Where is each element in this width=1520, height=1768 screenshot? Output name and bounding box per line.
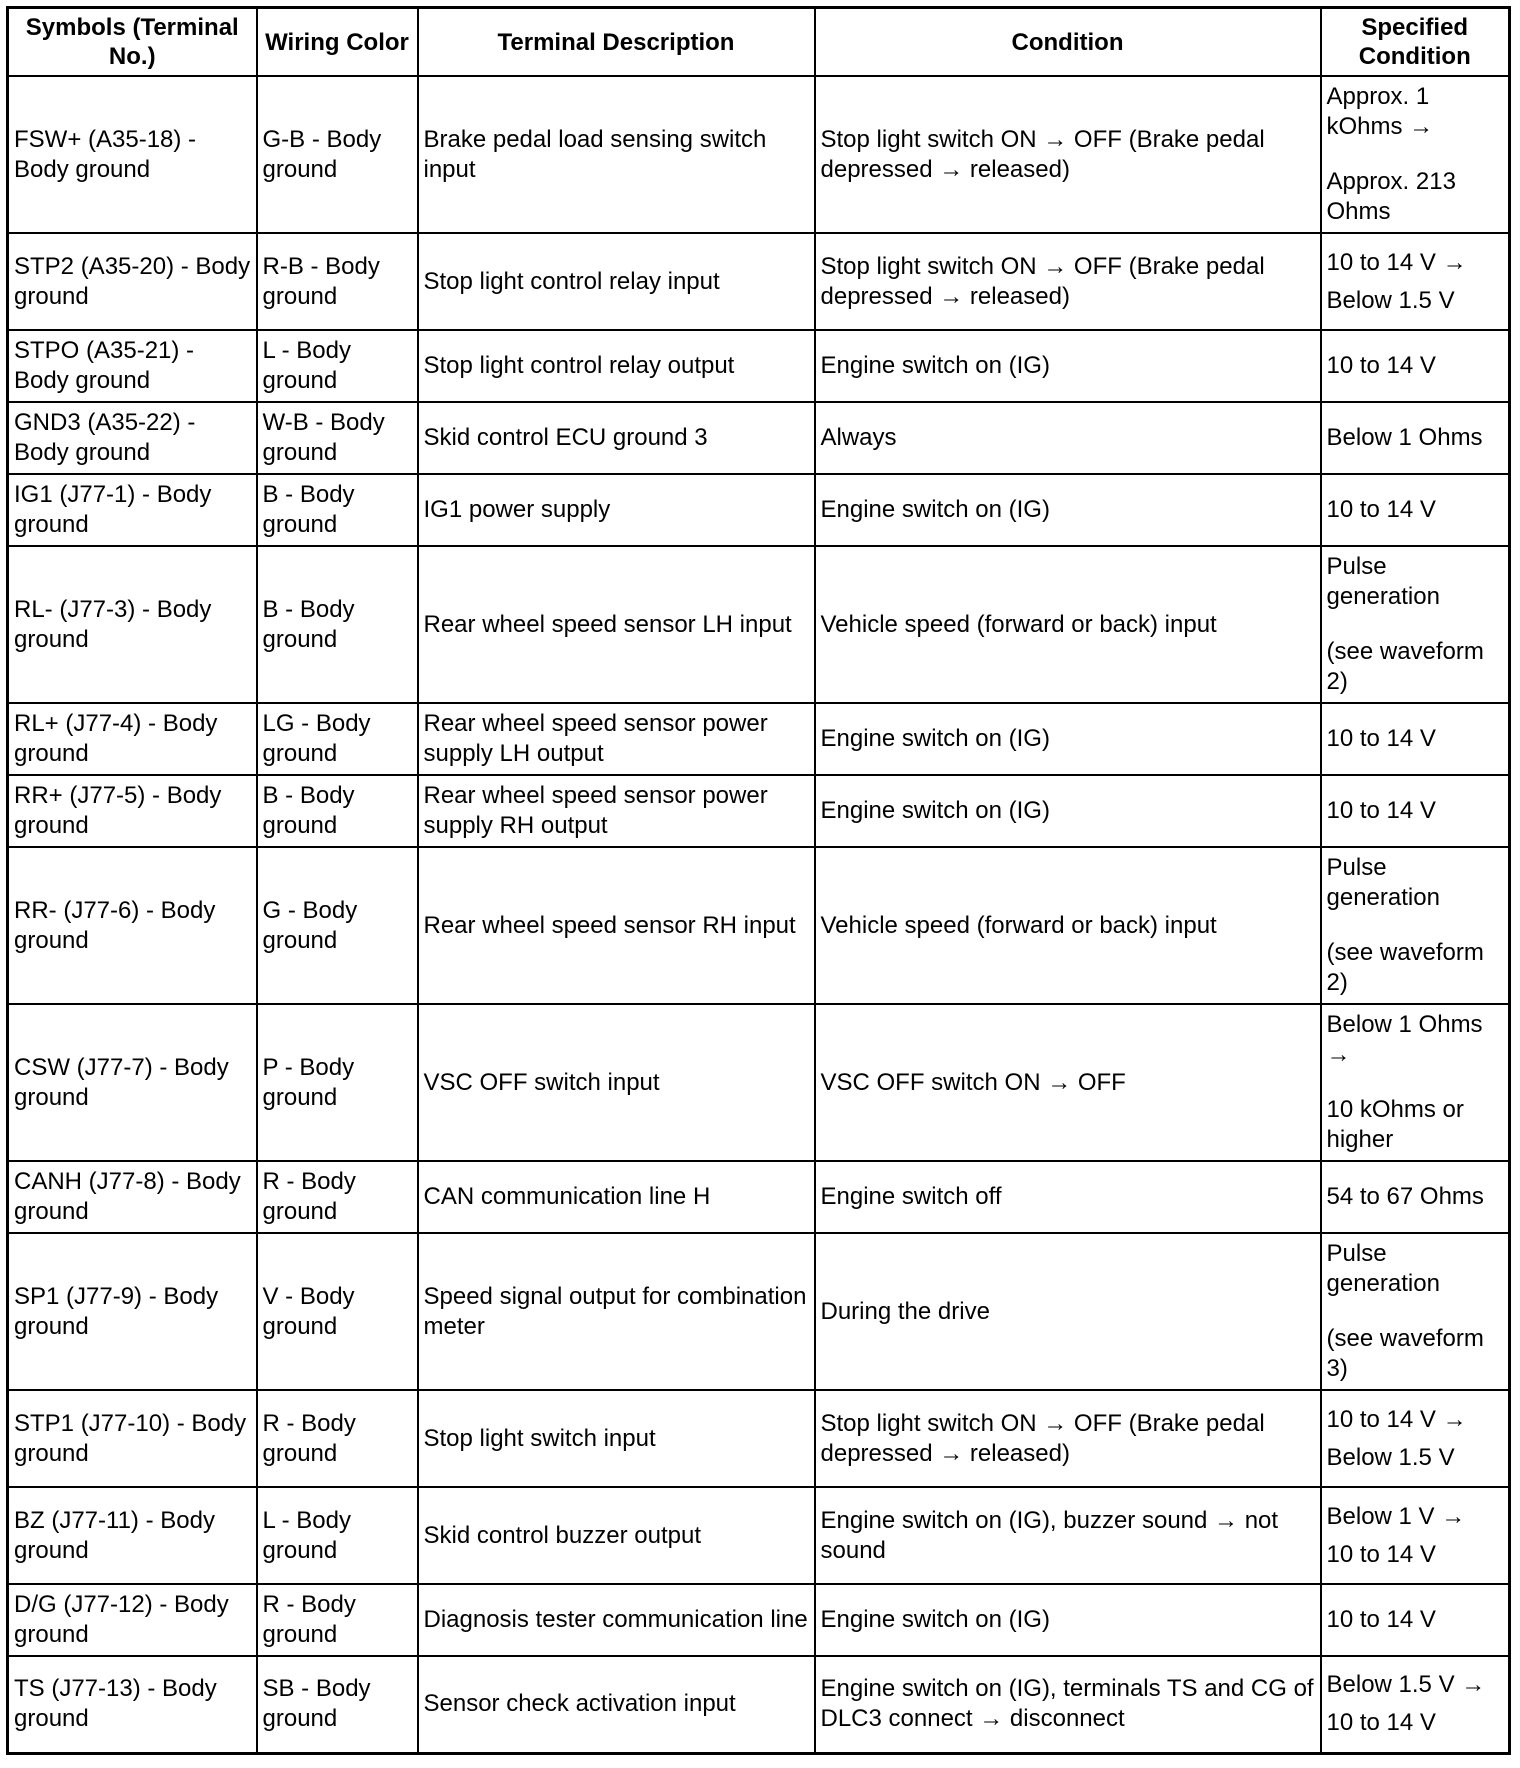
spec-value-secondary: Below 1.5 V [1326, 1443, 1455, 1471]
cell-wiring: R - Body ground [257, 1390, 418, 1487]
terminal-spec-table [6, 6, 1511, 1755]
cell-wiring: R - Body ground [257, 1161, 418, 1233]
cell-symbol: CSW (J77-7) - Body ground [8, 1004, 257, 1161]
table-row [8, 847, 1510, 1004]
table-row [8, 233, 1510, 330]
cell-wiring: L - Body ground [257, 330, 418, 402]
table-header-row [8, 8, 1510, 77]
cell-symbol: RL- (J77-3) - Body ground [8, 546, 257, 703]
cell-symbol: STP2 (A35-20) - Body ground [8, 233, 257, 330]
cell-wiring: V - Body ground [257, 1233, 418, 1390]
cell-wiring: L - Body ground [257, 1487, 418, 1584]
cell-condition: Engine switch off [815, 1161, 1321, 1233]
header-specified-condition: Specified Condition [1321, 8, 1510, 77]
cell-description: Skid control buzzer output [418, 1487, 815, 1584]
cell-symbol: BZ (J77-11) - Body ground [8, 1487, 257, 1584]
spec-value-primary: Below 1.5 V → [1326, 1671, 1486, 1699]
cell-specified [1321, 76, 1510, 233]
cell-specified [1321, 1004, 1510, 1161]
table-row [8, 1161, 1510, 1233]
cell-specified: 54 to 67 Ohms [1321, 1161, 1510, 1233]
cell-condition: Engine switch on (IG) [815, 703, 1321, 775]
spec-value-primary: Pulse generation [1326, 553, 1440, 610]
cell-condition: Engine switch on (IG) [815, 474, 1321, 546]
table-row [8, 703, 1510, 775]
cell-description: Rear wheel speed sensor RH input [418, 847, 815, 1004]
header-symbols: Symbols (Terminal No.) [8, 8, 257, 77]
table-row [8, 474, 1510, 546]
cell-wiring: B - Body ground [257, 546, 418, 703]
header-terminal-description: Terminal Description [418, 8, 815, 77]
cell-wiring: P - Body ground [257, 1004, 418, 1161]
spec-value-secondary: (see waveform 2) [1326, 939, 1484, 996]
cell-condition: Engine switch on (IG), buzzer sound → not sound [815, 1487, 1321, 1584]
table-row [8, 330, 1510, 402]
cell-description: Speed signal output for combination meter [418, 1233, 815, 1390]
cell-condition: During the drive [815, 1233, 1321, 1390]
cell-description: Skid control ECU ground 3 [418, 402, 815, 474]
cell-specified: 10 to 14 V [1321, 330, 1510, 402]
header-wiring-color: Wiring Color [257, 8, 418, 77]
cell-condition: Vehicle speed (forward or back) input [815, 546, 1321, 703]
cell-description: Rear wheel speed sensor power supply RH output [418, 775, 815, 847]
cell-specified [1321, 1487, 1510, 1584]
cell-wiring: W-B - Body ground [257, 402, 418, 474]
spec-value-primary: Below 1 Ohms → [1326, 1011, 1483, 1068]
spec-value-secondary: 10 to 14 V [1326, 1540, 1436, 1568]
cell-symbol: STP1 (J77-10) - Body ground [8, 1390, 257, 1487]
table-row [8, 546, 1510, 703]
cell-condition: VSC OFF switch ON → OFF [815, 1004, 1321, 1161]
cell-condition: Stop light switch ON → OFF (Brake pedal depressed → released) [815, 76, 1321, 233]
cell-condition: Always [815, 402, 1321, 474]
table-row [8, 1004, 1510, 1161]
cell-symbol: FSW+ (A35-18) - Body ground [8, 76, 257, 233]
cell-condition: Engine switch on (IG), terminals TS and CG of DLC3 connect → disconnect [815, 1656, 1321, 1753]
cell-symbol: IG1 (J77-1) - Body ground [8, 474, 257, 546]
cell-condition: Vehicle speed (forward or back) input [815, 847, 1321, 1004]
spec-value-primary: 10 to 14 V → [1326, 1405, 1467, 1433]
table-row [8, 402, 1510, 474]
header-condition: Condition [815, 8, 1321, 77]
cell-description: Stop light control relay output [418, 330, 815, 402]
table-row [8, 1487, 1510, 1584]
cell-symbol: TS (J77-13) - Body ground [8, 1656, 257, 1753]
cell-description: VSC OFF switch input [418, 1004, 815, 1161]
cell-specified: 10 to 14 V [1321, 703, 1510, 775]
cell-specified: Below 1 Ohms [1321, 402, 1510, 474]
table-row [8, 775, 1510, 847]
spec-value-primary: Pulse generation [1326, 854, 1440, 911]
cell-description: Sensor check activation input [418, 1656, 815, 1753]
spec-value-secondary: (see waveform 2) [1326, 638, 1484, 695]
cell-description: Diagnosis tester communication line [418, 1584, 815, 1656]
table-body [8, 76, 1510, 1753]
cell-wiring: B - Body ground [257, 775, 418, 847]
spec-value-primary: Below 1 V → [1326, 1502, 1466, 1530]
cell-specified [1321, 546, 1510, 703]
cell-symbol: SP1 (J77-9) - Body ground [8, 1233, 257, 1390]
table-row [8, 1656, 1510, 1753]
cell-description: Brake pedal load sensing switch input [418, 76, 815, 233]
cell-wiring: G - Body ground [257, 847, 418, 1004]
spec-value-secondary: Approx. 213 Ohms [1326, 168, 1456, 225]
cell-symbol: RR- (J77-6) - Body ground [8, 847, 257, 1004]
cell-specified [1321, 233, 1510, 330]
cell-symbol: STPO (A35-21) - Body ground [8, 330, 257, 402]
cell-description: Stop light switch input [418, 1390, 815, 1487]
table-row [8, 76, 1510, 233]
cell-condition: Engine switch on (IG) [815, 330, 1321, 402]
cell-wiring: B - Body ground [257, 474, 418, 546]
spec-value-primary: Pulse generation [1326, 1240, 1440, 1297]
cell-specified [1321, 847, 1510, 1004]
cell-description: Rear wheel speed sensor LH input [418, 546, 815, 703]
table-row [8, 1584, 1510, 1656]
cell-wiring: R - Body ground [257, 1584, 418, 1656]
cell-symbol: D/G (J77-12) - Body ground [8, 1584, 257, 1656]
cell-specified: 10 to 14 V [1321, 775, 1510, 847]
cell-wiring: G-B - Body ground [257, 76, 418, 233]
spec-value-primary: Approx. 1 kOhms → [1326, 83, 1434, 140]
cell-symbol: RL+ (J77-4) - Body ground [8, 703, 257, 775]
cell-condition: Stop light switch ON → OFF (Brake pedal depressed → released) [815, 1390, 1321, 1487]
cell-description: Rear wheel speed sensor power supply LH output [418, 703, 815, 775]
cell-wiring: R-B - Body ground [257, 233, 418, 330]
cell-wiring: SB - Body ground [257, 1656, 418, 1753]
cell-condition: Engine switch on (IG) [815, 775, 1321, 847]
spec-value-secondary: 10 kOhms or higher [1326, 1096, 1464, 1153]
cell-specified [1321, 1233, 1510, 1390]
cell-symbol: RR+ (J77-5) - Body ground [8, 775, 257, 847]
cell-symbol: GND3 (A35-22) - Body ground [8, 402, 257, 474]
terminal-table-sheet [6, 6, 1508, 1755]
table-row [8, 1233, 1510, 1390]
cell-description: IG1 power supply [418, 474, 815, 546]
cell-description: Stop light control relay input [418, 233, 815, 330]
cell-specified [1321, 1656, 1510, 1753]
table-row [8, 1390, 1510, 1487]
cell-condition: Engine switch on (IG) [815, 1584, 1321, 1656]
cell-wiring: LG - Body ground [257, 703, 418, 775]
spec-value-secondary: 10 to 14 V [1326, 1709, 1436, 1737]
cell-symbol: CANH (J77-8) - Body ground [8, 1161, 257, 1233]
cell-description: CAN communication line H [418, 1161, 815, 1233]
cell-specified [1321, 1390, 1510, 1487]
cell-specified: 10 to 14 V [1321, 1584, 1510, 1656]
cell-condition: Stop light switch ON → OFF (Brake pedal depressed → released) [815, 233, 1321, 330]
spec-value-secondary: Below 1.5 V [1326, 286, 1455, 314]
spec-value-secondary: (see waveform 3) [1326, 1325, 1484, 1382]
cell-specified: 10 to 14 V [1321, 474, 1510, 546]
spec-value-primary: 10 to 14 V → [1326, 248, 1467, 276]
